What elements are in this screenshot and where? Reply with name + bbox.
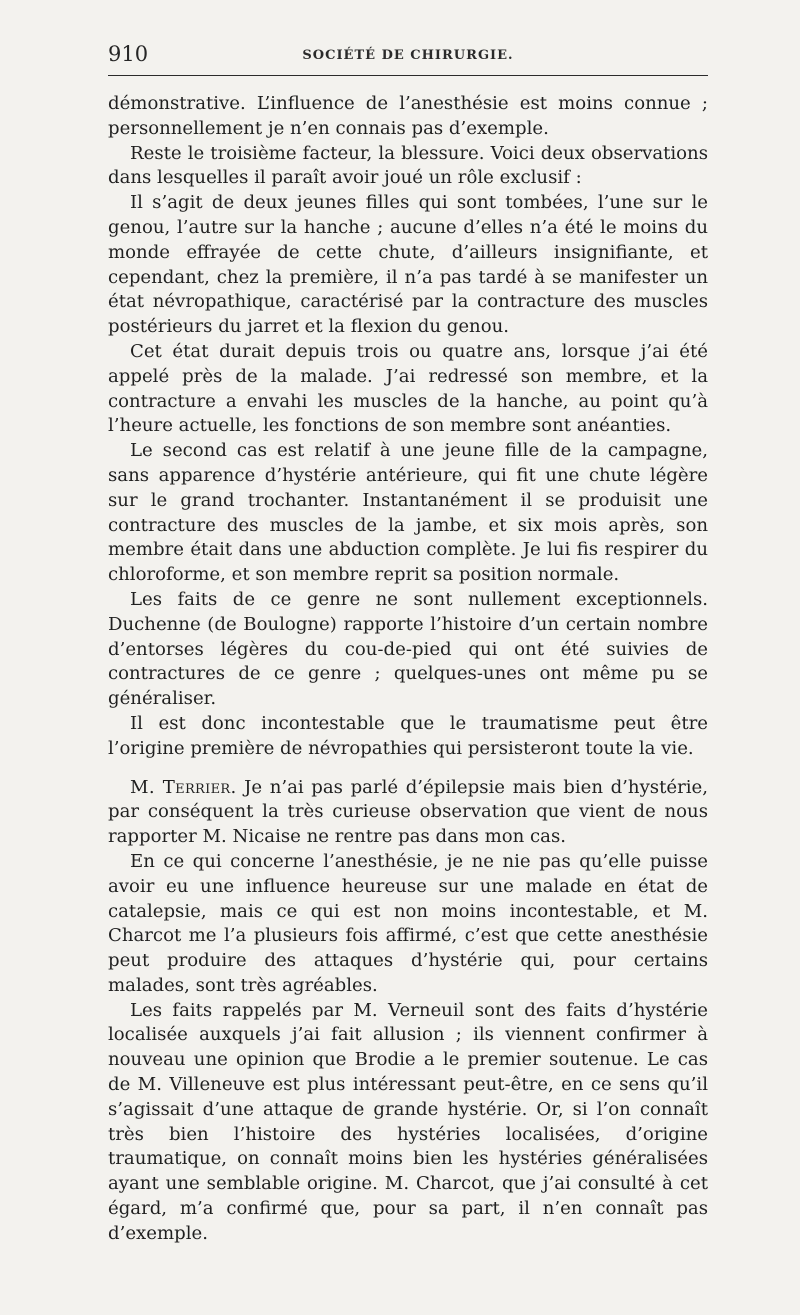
body-text xyxy=(108,92,708,1247)
reply-paragraph: Les faits rappelés par M. Verneuil sont des faits d’hystérie localisée auxquels j’ai fait allusion ; ils viennent confirmer à nouveau une opinion que Brodie a le premier soutenue. Le cas de M. Villeneuve est plus intéressant peut-être, en ce sens qu’il s’agissait d’une attaque de grande hystérie. Or, si l’on connaît très bien l’histoire des hystéries localisées, d’origine traumatique, on connaît moins bien les hystéries généralisées ayant une semblable origine. M. Charcot, que j’ai consulté à cet égard, m’a confirmé que, pour sa part, il n’en connaît pas d’exemple. xyxy=(108,999,708,1244)
paragraph: Cet état durait depuis trois ou quatre ans, lorsque j’ai été appelé près de la malade. J’ai redressé son membre, et la contracture a envahi les muscles de la hanche, au point qu’à l’heure actuelle, les fonctions de son membre sont anéanties. xyxy=(108,340,708,437)
paragraph: Le second cas est relatif à une jeune fille de la campagne, sans apparence d’hystérie antérieure, qui fit une chute légère sur le grand trochanter. Instantanément il se produisit une contracture des muscles de la jambe, et six mois après, son membre était dans une abduction complète. Je lui fis respirer du chloroforme, et son membre reprit sa position normale. xyxy=(108,440,708,586)
paragraph: Les faits de ce genre ne sont nullement exceptionnels. Duchenne (de Boulogne) rapporte l’histoire d’un certain nombre d’entorses légères du cou-de-pied qui ont été suivies de contractures de ce genre ; quelques-unes ont même pu se généraliser. xyxy=(108,588,708,710)
reply-first-text: Je n’ai pas parlé d’épilepsie mais bien d’hystérie, par conséquent la très curieuse observation que vient de nous rapporter M. Nicaise ne rentre pas dans mon cas. xyxy=(108,776,708,848)
paragraph: Il est donc incontestable que le traumatisme peut être l’origine première de névropathies qui persisteront toute la vie. xyxy=(108,712,708,759)
reply-block xyxy=(108,776,708,1247)
header-rule xyxy=(108,75,708,76)
paragraph: Il s’agit de deux jeunes filles qui sont tombées, l’une sur le genou, l’autre sur la hanche ; aucune d’elles n’a été le moins du monde effrayée de cette chute, d’ailleurs insignifiante, et cependant, chez la première, il n’a pas tardé à se manifester un état névropathique, caractérisé par la contracture des muscles postérieurs du jarret et la flexion du genou. xyxy=(108,192,708,338)
paragraph: Reste le troisième facteur, la blessure. Voici deux observations dans lesquelles il paraît avoir joué un rôle exclusif : xyxy=(108,142,708,189)
page-number: 910 xyxy=(108,42,149,66)
reply-first-paragraph xyxy=(108,776,708,850)
reply-paragraph: En ce qui concerne l’anesthésie, je ne nie pas qu’elle puisse avoir eu une influence heureuse sur une malade en état de catalepsie, mais ce qui est non moins incontestable, et M. Charcot me l’a plusieurs fois affirmé, c’est que cette anesthésie peut produire des attaques d’hystérie qui, pour certains malades, sont très agréables. xyxy=(108,850,708,996)
paragraph-continuation: démonstrative. L’influence de l’anesthésie est moins connue ; personnellement je n’en connais pas d’exemple. xyxy=(108,93,708,139)
speaker-name: M. Terrier. xyxy=(130,776,237,798)
page-header xyxy=(108,42,708,74)
running-title: SOCIÉTÉ DE CHIRURGIE. xyxy=(302,48,514,63)
